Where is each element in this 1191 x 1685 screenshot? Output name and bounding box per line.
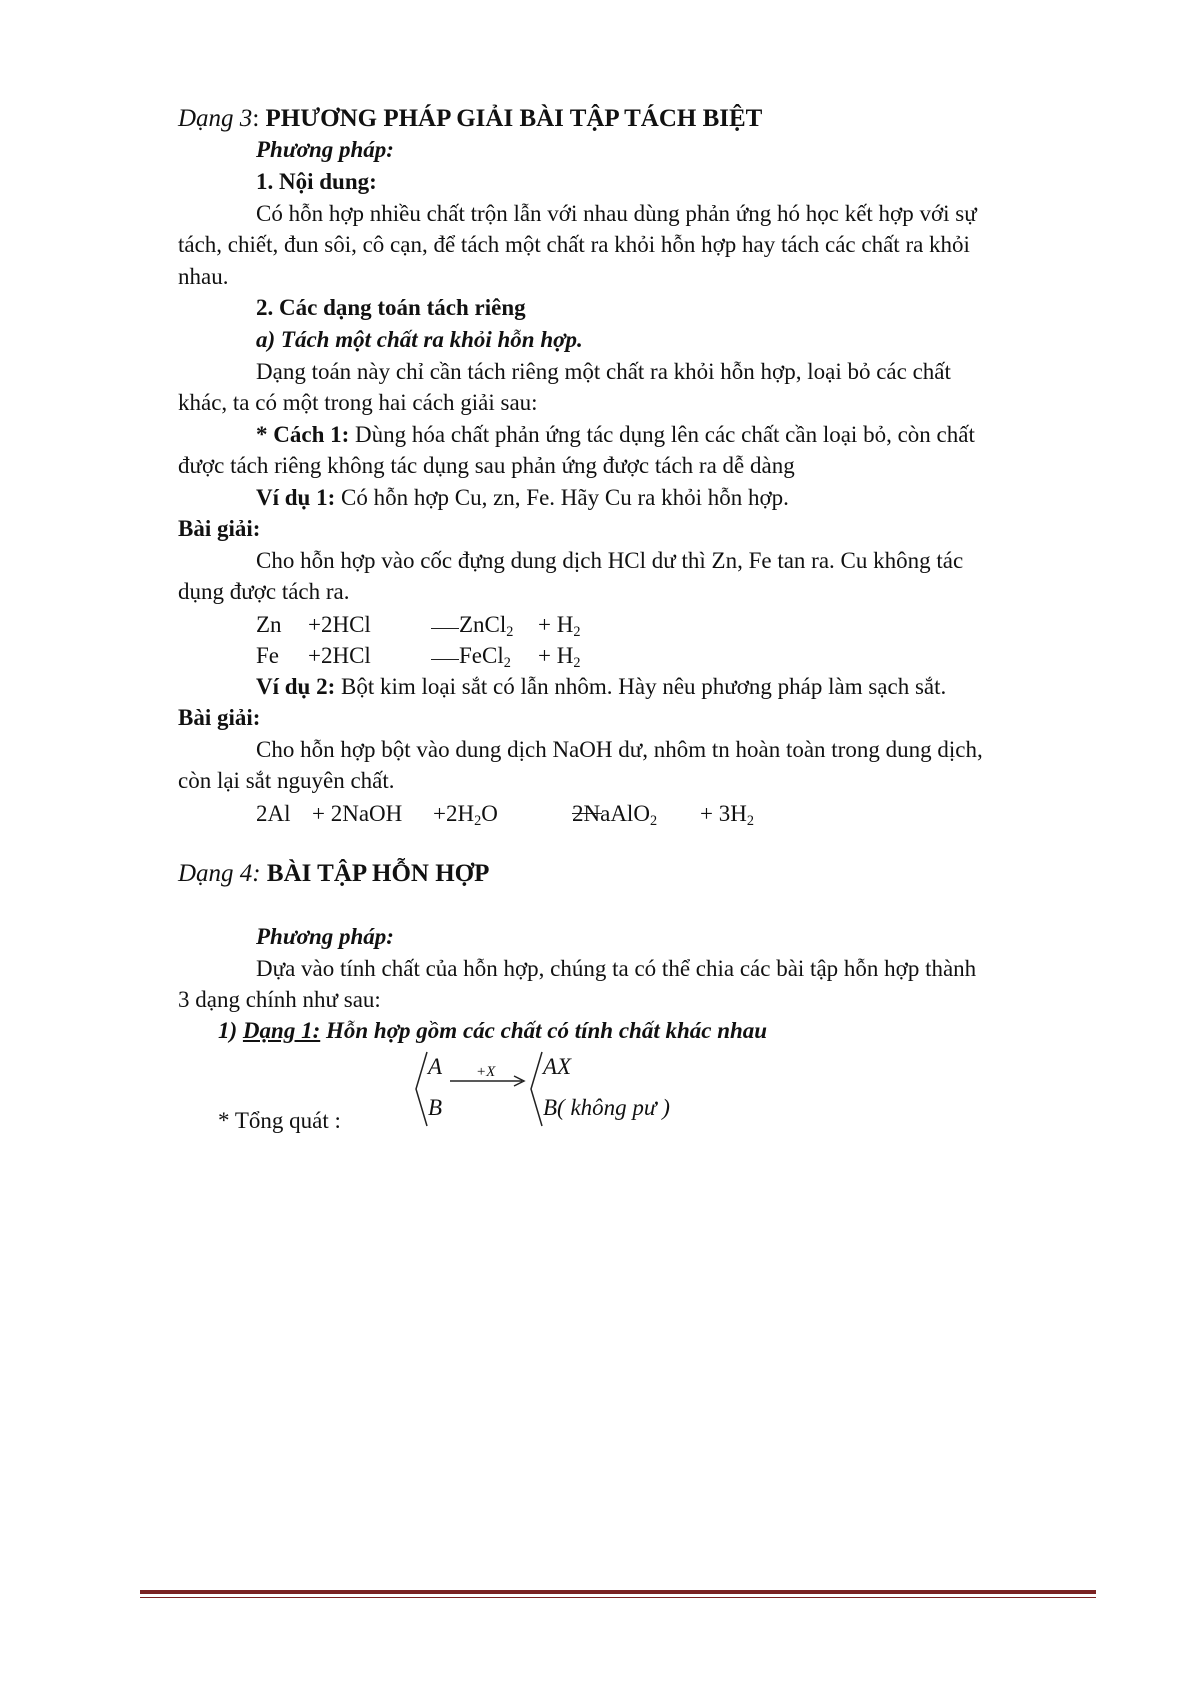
eq3-al: 2Al xyxy=(256,801,291,826)
cach1-line xyxy=(256,423,975,446)
eq2-product: FeCl$_2$ xyxy=(459,643,511,671)
eq1-left: Zn xyxy=(256,612,282,637)
cach1-label: * Cách 1: xyxy=(256,422,350,447)
scheme-in-bottom: B xyxy=(428,1095,443,1120)
dang3-heading xyxy=(178,106,762,131)
vidu2-label: Ví dụ 2: xyxy=(256,674,336,699)
eq1-plus-h: + $H_2$ xyxy=(538,612,581,640)
vidu2-line xyxy=(256,675,946,698)
right-brace-icon xyxy=(528,1050,544,1128)
scheme-reagent: +X xyxy=(476,1064,496,1080)
eq1-reagent: +2HCl xyxy=(308,612,371,637)
noi-dung-line: tách, chiết, đun sôi, cô cạn, để tách một chất ra khỏi hỗn hợp hay tách các chất ra khỏi xyxy=(178,232,970,257)
left-brace-icon xyxy=(413,1050,429,1128)
dang1-label: Dạng 1: xyxy=(242,1018,321,1043)
eq1-product: ZnCl$_2$ xyxy=(459,612,514,640)
dang4-label: Dạng 4: xyxy=(178,860,261,887)
noi-dung-line: nhau. xyxy=(178,264,229,289)
dang1-heading xyxy=(218,1019,767,1042)
section2a-heading: a) Tách một chất ra khỏi hỗn hợp. xyxy=(256,327,583,352)
dang4-title: BÀI TẬP HỖN HỢP xyxy=(266,860,490,887)
dang4-intro-line: 3 dạng chính như sau: xyxy=(178,987,381,1012)
footer-rule-thin xyxy=(140,1597,1096,1598)
giai2-line: còn lại sắt nguyên chất. xyxy=(178,768,395,793)
eq2-arrow xyxy=(431,659,459,660)
cach1-line: được tách riêng không tác dụng sau phản ứng được tách ra dễ dàng xyxy=(178,453,795,478)
scheme-in-top: A xyxy=(428,1054,443,1079)
eq3-naoh: + 2NaOH xyxy=(312,801,403,826)
dang4-intro-line: Dựa vào tính chất của hỗn hợp, chúng ta có thể chia các bài tập hỗn hợp thành xyxy=(256,956,977,981)
dang3-phuong-phap: Phương pháp: xyxy=(256,137,394,162)
dang3-title: PHƯƠNG PHÁP GIẢI BÀI TẬP TÁCH BIỆT xyxy=(265,105,763,132)
baigiai-label: Bài giải: xyxy=(178,516,261,541)
eq2-reagent: +2HCl xyxy=(308,643,371,668)
dang1-prefix: 1) xyxy=(218,1018,238,1043)
eq3-h2: + $3H_2$ xyxy=(700,801,754,829)
giai1-line: dụng được tách ra. xyxy=(178,579,350,604)
giai2-line: Cho hỗn hợp bột vào dung dịch NaOH dư, nhôm tn hoàn toàn trong dung dịch, xyxy=(256,737,983,762)
vidu2-text: Bột kim loại sắt có lẫn nhôm. Hày nêu phương pháp làm sạch sắt. xyxy=(335,674,947,699)
baigiai-label-2: Bài giải: xyxy=(178,705,261,730)
right-arrow-icon xyxy=(450,1075,528,1087)
scheme-out-top: AX xyxy=(543,1054,572,1079)
eq1-arrow xyxy=(431,628,459,629)
eq2-plus-h: + $H_2$ xyxy=(538,643,581,671)
footer-rule xyxy=(140,1590,1096,1594)
giai1-line: Cho hỗn hợp vào cốc đựng dung dịch HCl dư thì Zn, Fe tan ra. Cu không tác xyxy=(256,548,964,573)
intro-line: Dạng toán này chỉ cần tách riêng một chất ra khỏi hỗn hợp, loại bỏ các chất xyxy=(256,359,951,384)
cach1-text: Dùng hóa chất phản ứng tác dụng lên các chất cần loại bỏ, còn chất xyxy=(349,422,975,447)
dang3-label: Dạng 3 xyxy=(178,105,253,132)
dang1-title: Hỗn hợp gồm các chất có tính chất khác nhau xyxy=(320,1018,768,1043)
eq2-left: Fe xyxy=(256,643,279,668)
noi-dung-line: Có hỗn hợp nhiều chất trộn lẫn với nhau dùng phản ứng hó học kết hợp với sự xyxy=(256,201,977,226)
tong-quat-label: * Tổng quát : xyxy=(218,1108,341,1133)
eq3-water: $+2H_2O$ xyxy=(433,801,498,829)
vidu1-label: Ví dụ 1: xyxy=(256,485,336,510)
dang3-colon: : xyxy=(252,105,260,132)
eq3-naalo2: 2NaAlO$_2$ xyxy=(572,801,658,829)
intro-line: khác, ta có một trong hai cách giải sau: xyxy=(178,390,538,415)
dang4-phuong-phap: Phương pháp: xyxy=(256,924,394,949)
vidu1-text: Có hỗn hợp Cu, zn, Fe. Hãy Cu ra khỏi hỗn hợp. xyxy=(335,485,789,510)
section2-heading: 2. Các dạng toán tách riêng xyxy=(256,295,526,320)
dang4-heading xyxy=(178,861,489,886)
noi-dung-heading: 1. Nội dung: xyxy=(256,169,377,194)
scheme-out-bottom: B( không pư ) xyxy=(543,1095,670,1120)
vidu1-line xyxy=(256,486,789,509)
